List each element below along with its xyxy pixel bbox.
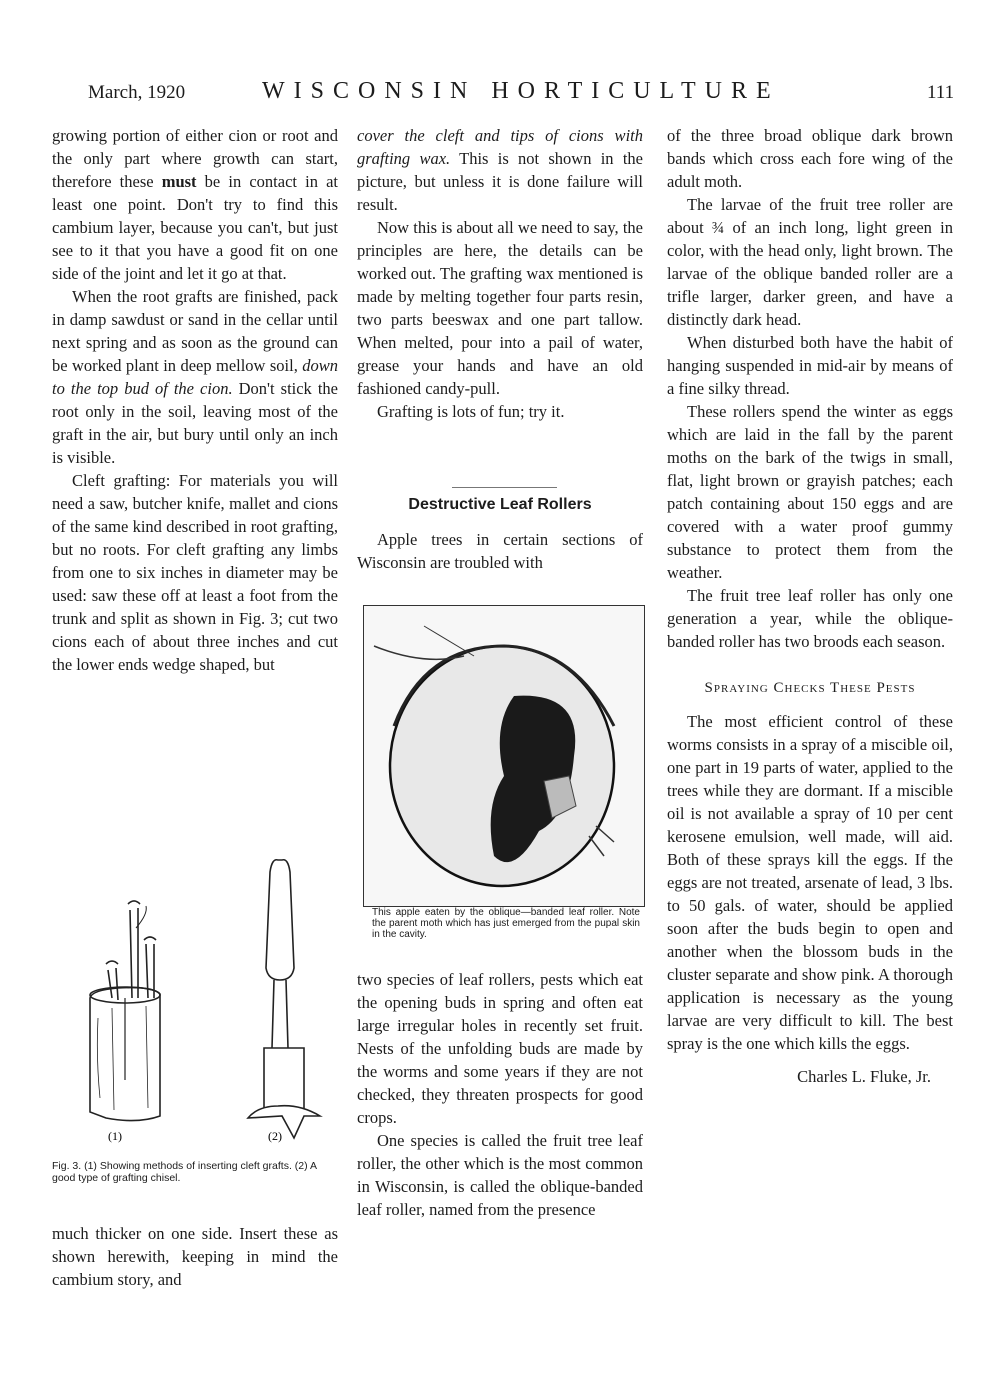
cleft-graft-illustration (68, 848, 340, 1144)
text-span: growing portion of either cion or root and the only part where growth can start, therefore these (52, 126, 338, 191)
stump-drawing (90, 901, 160, 1121)
col3-paragraph-4: These rollers spend the winter as eggs which are laid in the fall by the parent moths on the bark of the twigs in small, flat, light brown or grayish patches; each patch containing about 150 eggs and are covered with a water proof gummy substance to protect them from the weather. (667, 402, 953, 582)
column-1-continued (52, 1222, 338, 1291)
text-span: Don't stick the root only in the soil, leaving most of the graft in the air, but bury until only an inch is visible. (52, 379, 339, 467)
col1-paragraph-4: much thicker on one side. Insert these as shown herewith, keeping in mind the cambium story, and (52, 1224, 338, 1289)
journal-title: WISCONSIN HORTICULTURE (262, 78, 780, 104)
chisel-drawing (248, 860, 320, 1138)
col3-paragraph-3: When disturbed both have the habit of hanging suspended in mid-air by means of a fine silky thread. (667, 333, 953, 398)
col3-paragraph-5: The fruit tree leaf roller has only one generation a year, while the oblique-banded roller has two broods each season. (667, 586, 953, 651)
bold-word: must (161, 172, 197, 191)
subsection-title: Spraying Checks These Pests (704, 680, 916, 696)
col1-paragraph-3: Cleft grafting: For materials you will need a saw, butcher knife, mallet and cions of the same kind described in root grafting, but no roots. For cleft grafting any limbs from one to six inches in diameter may be used: saw these off at least a foot from the trunk and split as shown in Fig. 3; cut two cions each of about three inches and cut the lower ends wedge shaped, but (52, 471, 338, 674)
col2-paragraph-5: two species of leaf rollers, pests which eat the opening buds in spring and often eat large irregular holes in recently set fruit. Nests of the unfolding buds are made by the worms and some years if they are not checked, they threaten prospects for good crops. (357, 970, 643, 1127)
column-1 (52, 124, 338, 676)
col2-paragraph-6: One species is called the fruit tree leaf roller, the other which is the most common in Wisconsin, is called the oblique-banded leaf roller, named from the presence (357, 1131, 643, 1219)
column-2 (357, 124, 643, 574)
text-span: When the root grafts are finished, pack in damp sawdust or sand in the cellar until next spring and as soon as the ground can be worked plant in deep mellow soil, (52, 287, 338, 375)
col2-paragraph-3: Grafting is lots of fun; try it. (377, 402, 565, 421)
col2-paragraph-4: Apple trees in certain sections of Wisconsin are troubled with (357, 530, 643, 572)
section-divider (452, 487, 557, 488)
apple-photo (363, 605, 645, 907)
column-2-continued (357, 968, 643, 1221)
header-date: March, 1920 (88, 82, 186, 103)
text-span: be in contact in at least one point. Don't try to find this cambium layer, because you can't, but just see to it that you have a good fit on one side of the joint and let it go at that. (52, 172, 338, 283)
italic-phrase: cover the cleft and tips of cions with grafting wax. (357, 126, 643, 168)
photo-caption: This apple eaten by the oblique—banded leaf roller. Note the parent moth which has just emerged from the pupal skin in the cavity. (372, 907, 640, 940)
text-span: This is not shown in the picture, but unless it is done failure will result. (357, 149, 643, 214)
section-title: Destructive Leaf Rollers (408, 496, 592, 513)
col2-paragraph-1 (357, 124, 643, 216)
col2-paragraph-2: Now this is about all we need to say, the principles are here, the details can be worked out. The grafting wax mentioned is made by melting together four parts resin, two parts beeswax and one part tallow. When melted, pour into a pail of water, grease your hands and have an old fashioned candy-pull. (357, 218, 643, 398)
italic-phrase: down to the top bud of the cion. (52, 356, 338, 398)
figure-3-caption: Fig. 3. (1) Showing methods of inserting cleft grafts. (2) A good type of grafting chisel. (52, 1160, 317, 1184)
apple-illustration (364, 606, 644, 906)
col3-paragraph-6: The most efficient control of these worms consists in a spray of a miscible oil, one part in 19 parts of water, applied to the trees while they are dormant. If a miscible oil is not available a spray of 10 per cent kerosene emulsion, well made, will aid. Both of these sprays kill the eggs. If the eggs are not treated, arsenate of lead, 3 lbs. to 50 gals. of water, should be applied soon after the buds begin to open and another when the blossom buds in the cluster separate and show pink. A thorough application is necessary as the young larvae are very difficult to kill. The best spray is the one which kills the eggs. (667, 712, 953, 1053)
page-number: 111 (927, 82, 955, 103)
column-3 (667, 124, 953, 1088)
figure-label-1: (1) (108, 1129, 122, 1143)
col1-paragraph-1 (52, 124, 338, 285)
col1-paragraph-2 (52, 285, 338, 469)
col3-paragraph-1: of the three broad oblique dark brown bands which cross each fore wing of the adult moth. (667, 126, 953, 191)
col3-paragraph-2: The larvae of the fruit tree roller are about ¾ of an inch long, light green in color, with the head only, light brown. The larvae of the oblique banded roller are a trifle larger, darker green, and have a distinctly dark head. (667, 195, 953, 329)
figure-label-2: (2) (268, 1129, 282, 1143)
author-signature: Charles L. Fluke, Jr. (797, 1067, 931, 1086)
